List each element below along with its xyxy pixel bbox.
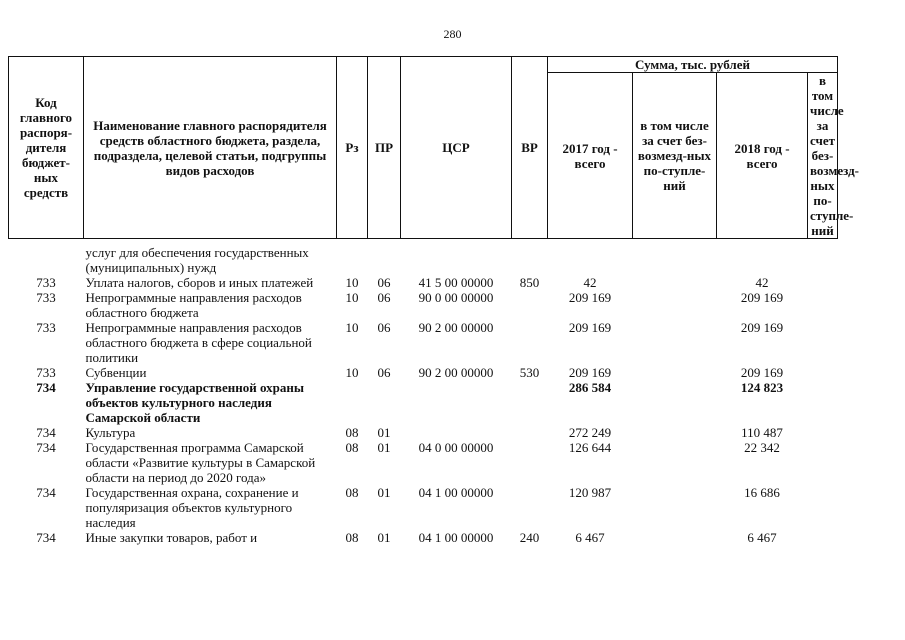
- table-row: [9, 380, 838, 425]
- row-2017-total: [548, 245, 633, 275]
- row-2017-total: 120 987: [568, 485, 612, 500]
- row-2018-free: [808, 425, 838, 440]
- row-code: 734: [36, 440, 56, 455]
- header-rz: Рз: [337, 57, 368, 239]
- row-pr: 01: [377, 485, 391, 500]
- row-pr: 06: [377, 365, 391, 380]
- header-code: Код главного распоря-дителя бюджет-ных средств: [9, 57, 84, 239]
- table-row: [9, 245, 838, 275]
- table-row: [9, 530, 838, 545]
- row-name: Непрограммные направления расходов областного бюджета в сфере социальной политики: [85, 320, 312, 365]
- row-2017-free: [633, 380, 717, 425]
- row-csr: 90 0 00 00000: [418, 290, 494, 305]
- row-2018-total: 124 823: [740, 380, 784, 395]
- row-2017-total: 6 467: [575, 530, 605, 545]
- row-2017-free: [633, 485, 717, 530]
- row-pr: [368, 245, 401, 275]
- row-2017-total: 126 644: [568, 440, 612, 455]
- row-csr: 90 2 00 00000: [418, 365, 494, 380]
- row-code: 734: [36, 530, 56, 545]
- row-csr: 90 2 00 00000: [418, 320, 494, 335]
- row-pr: 06: [377, 290, 391, 305]
- row-2018-free: [808, 275, 838, 290]
- row-vr: 530: [519, 365, 540, 380]
- table-header: [9, 57, 859, 239]
- row-vr: [512, 245, 548, 275]
- row-2018-total: 209 169: [740, 365, 784, 380]
- row-pr: 01: [377, 530, 391, 545]
- header-vr: ВР: [512, 57, 548, 239]
- row-2018-free: [808, 530, 838, 545]
- header-2017-total: 2017 год - всего: [548, 73, 633, 239]
- row-csr: 04 1 00 00000: [418, 485, 494, 500]
- row-vr: [512, 290, 548, 320]
- row-code: 734: [36, 485, 56, 500]
- row-vr: 850: [519, 275, 540, 290]
- row-rz: [337, 245, 368, 275]
- row-pr: 01: [377, 440, 391, 455]
- row-2018-total: 42: [755, 275, 769, 290]
- row-2018-total: 209 169: [740, 290, 784, 305]
- row-2017-total: 209 169: [568, 320, 612, 335]
- row-rz: [337, 380, 368, 425]
- row-2018-total: 16 686: [744, 485, 780, 500]
- row-vr: [512, 440, 548, 485]
- table-row: [9, 425, 838, 440]
- row-2017-total: 286 584: [568, 380, 612, 395]
- header-2017-free: в том числе за счет без-возмезд-ных по-ступле-ний: [633, 73, 717, 239]
- header-2018-total: 2018 год - всего: [717, 73, 808, 239]
- row-vr: 240: [519, 530, 540, 545]
- row-code: 733: [36, 320, 56, 335]
- row-csr: [401, 425, 512, 440]
- row-code: 733: [36, 275, 56, 290]
- row-code: 734: [36, 425, 56, 440]
- row-csr: [401, 380, 512, 425]
- table-row: [9, 365, 838, 380]
- row-vr: [512, 320, 548, 365]
- row-2017-free: [633, 530, 717, 545]
- row-rz: 08: [345, 485, 359, 500]
- row-2017-total: 272 249: [568, 425, 612, 440]
- row-rz: 08: [345, 425, 359, 440]
- row-2018-free: [808, 365, 838, 380]
- row-2017-total: 42: [583, 275, 597, 290]
- row-vr: [512, 380, 548, 425]
- row-2017-free: [633, 425, 717, 440]
- row-name: Субвенции: [85, 365, 147, 380]
- row-2017-free: [633, 365, 717, 380]
- table-row: [9, 275, 838, 290]
- header-pr: ПР: [368, 57, 401, 239]
- header-2018-free: в том числе за счет без-возмезд-ных по-ступле-ний: [808, 73, 838, 239]
- row-rz: 10: [345, 320, 359, 335]
- row-2018-total: 6 467: [747, 530, 777, 545]
- row-2017-total: 209 169: [568, 290, 612, 305]
- row-2017-free: [633, 320, 717, 365]
- row-name: Управление государственной охраны объектов культурного наследия Самарской области: [85, 380, 304, 425]
- page-number: 280: [443, 27, 462, 41]
- row-vr: [512, 425, 548, 440]
- row-name: Государственная программа Самарской области «Развитие культуры в Самарской области на период до 2020 года»: [85, 440, 316, 485]
- row-2018-total: 209 169: [740, 320, 784, 335]
- row-rz: 08: [345, 530, 359, 545]
- row-csr: 41 5 00 00000: [418, 275, 494, 290]
- row-name: Иные закупки товаров, работ и: [85, 530, 258, 545]
- table-body: [9, 239, 838, 546]
- row-csr: [401, 245, 512, 275]
- budget-table: [8, 56, 859, 545]
- row-rz: 10: [345, 365, 359, 380]
- row-2018-total: [717, 245, 808, 275]
- row-2018-total: 22 342: [744, 440, 780, 455]
- row-pr: 01: [377, 425, 391, 440]
- row-pr: [368, 380, 401, 425]
- row-code: [9, 245, 84, 275]
- row-pr: 06: [377, 320, 391, 335]
- row-code: 733: [36, 290, 56, 305]
- row-rz: 08: [345, 440, 359, 455]
- row-name: Непрограммные направления расходов областного бюджета: [85, 290, 302, 320]
- row-2018-free: [808, 440, 838, 485]
- header-sum: Сумма, тыс. рублей: [548, 57, 838, 73]
- header-name: Наименование главного распорядителя средств областного бюджета, раздела, подраздела, целевой статьи, подгруппы видов расходов: [84, 57, 337, 239]
- row-rz: 10: [345, 275, 359, 290]
- row-2017-free: [633, 245, 717, 275]
- header-csr: ЦСР: [401, 57, 512, 239]
- row-2017-free: [633, 275, 717, 290]
- row-code: 733: [36, 365, 56, 380]
- row-name: услуг для обеспечения государственных (муниципальных) нужд: [85, 245, 309, 275]
- row-2018-free: [808, 380, 838, 425]
- row-name: Государственная охрана, сохранение и популяризация объектов культурного наследия: [85, 485, 299, 530]
- table-row: [9, 485, 838, 530]
- row-name: Уплата налогов, сборов и иных платежей: [85, 275, 314, 290]
- row-2018-total: 110 487: [741, 425, 783, 440]
- table-row: [9, 440, 838, 485]
- table-row: [9, 290, 838, 320]
- row-vr: [512, 485, 548, 530]
- row-rz: 10: [345, 290, 359, 305]
- table-row: [9, 320, 838, 365]
- row-code: 734: [36, 380, 56, 395]
- row-2018-free: [808, 320, 838, 365]
- row-csr: 04 1 00 00000: [418, 530, 494, 545]
- row-2018-free: [808, 290, 838, 320]
- row-2017-total: 209 169: [568, 365, 612, 380]
- row-pr: 06: [377, 275, 391, 290]
- row-name: Культура: [85, 425, 136, 440]
- row-2017-free: [633, 290, 717, 320]
- row-2018-free: [808, 485, 838, 530]
- row-csr: 04 0 00 00000: [418, 440, 494, 455]
- row-2017-free: [633, 440, 717, 485]
- row-2018-free: [808, 245, 838, 275]
